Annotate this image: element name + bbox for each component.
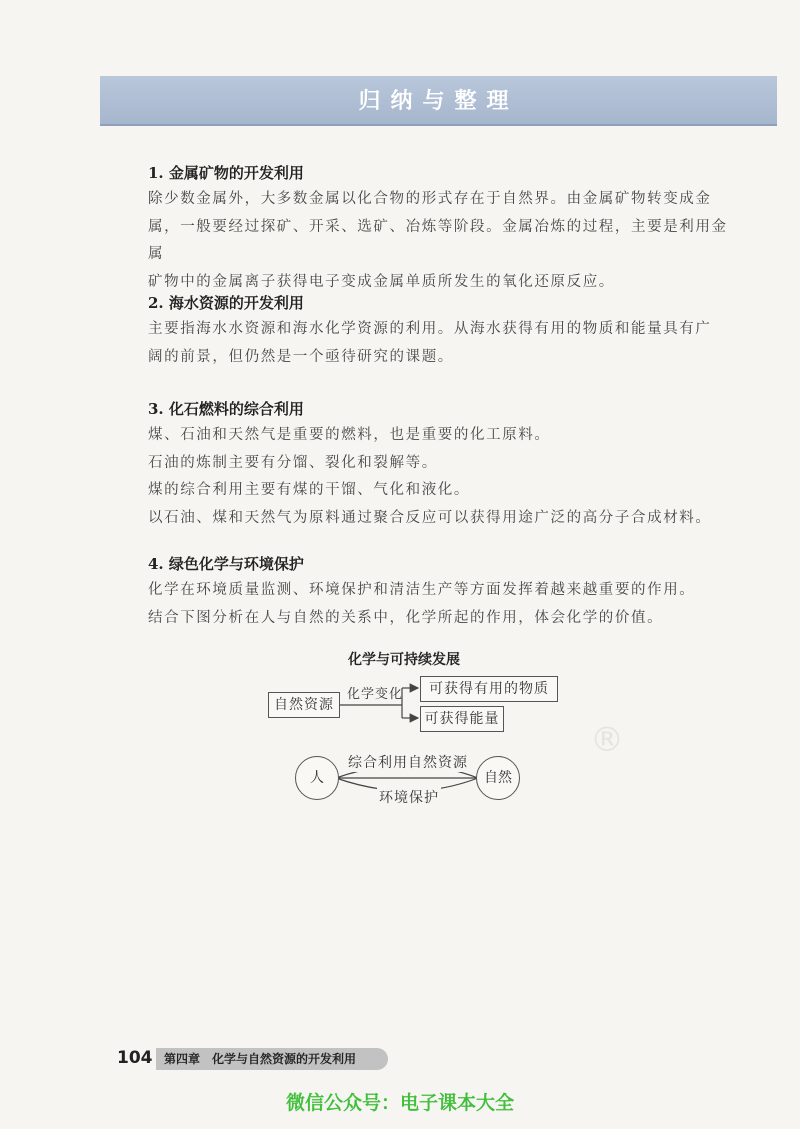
section-green-chemistry [148, 553, 738, 632]
useful-substances-label: 可获得有用的物质 [429, 681, 549, 697]
chapter-title: 第四章 化学与自然资源的开发利用 [164, 1052, 357, 1066]
section-title: 1. 金属矿物的开发利用 [148, 164, 304, 182]
paragraph-line: 阔的前景，但仍然是一个亟待研究的课题。 [148, 348, 454, 365]
section-title: 3. 化石燃料的综合利用 [148, 400, 304, 418]
diagram-title: 化学与可持续发展 [348, 652, 460, 668]
section-metal-minerals [148, 162, 738, 296]
section-title: 2. 海水资源的开发利用 [148, 294, 304, 312]
paragraph-line: 结合下图分析在人与自然的关系中，化学所起的作用，体会化学的价值。 [148, 609, 664, 626]
paragraph-line: 主要指海水水资源和海水化学资源的利用。从海水获得有用的物质和能量具有广 [148, 321, 712, 337]
paragraph-line: 化学在环境质量监测、环境保护和清洁生产等方面发挥着越来越重要的作用。 [148, 582, 696, 598]
page-title: 归纳与整理 [358, 89, 519, 114]
section-header-band [100, 76, 777, 126]
paragraph-line: 煤的综合利用主要有煤的干馏、气化和液化。 [148, 482, 470, 498]
energy-label: 可获得能量 [424, 711, 500, 727]
environmental-protection-label: 环境保护 [377, 787, 441, 807]
paragraph-line: 矿物中的金属离子获得电子变成金属单质所发生的氧化还原反应。 [148, 273, 615, 290]
natural-resources-box [268, 692, 340, 718]
person-node [295, 756, 339, 800]
paragraph-line: 属，一般要经过探矿、开采、选矿、冶炼等阶段。金属冶炼的过程，主要是利用金属 [148, 218, 728, 262]
person-label: 人 [310, 770, 324, 786]
paragraph-line: 煤、石油和天然气是重要的燃料，也是重要的化工原料。 [148, 427, 551, 443]
watermark-text: 微信公众号：电子课本大全 [285, 1092, 514, 1114]
section-seawater-resources [148, 292, 738, 371]
energy-box [420, 706, 504, 732]
page-number: 104 [117, 1048, 153, 1068]
nature-node [476, 756, 520, 800]
paragraph-line: 石油的炼制主要有分馏、裂化和裂解等。 [148, 454, 438, 471]
chapter-band [156, 1048, 388, 1070]
comprehensive-use-label: 综合利用自然资源 [346, 752, 470, 772]
section-fossil-fuels [148, 398, 738, 532]
paragraph-line: 除少数金属外，大多数金属以化合物的形式存在于自然界。由金属矿物转变成金 [148, 191, 712, 207]
nature-label: 自然 [484, 770, 512, 786]
registered-mark: ® [590, 720, 624, 760]
section-title: 4. 绿色化学与环境保护 [148, 555, 304, 573]
paragraph-line: 以石油、煤和天然气为原料通过聚合反应可以获得用途广泛的高分子合成材料。 [148, 509, 712, 526]
useful-substances-box [420, 676, 558, 702]
natural-resources-label: 自然资源 [274, 697, 334, 713]
chemical-change-label: 化学变化 [347, 687, 404, 702]
